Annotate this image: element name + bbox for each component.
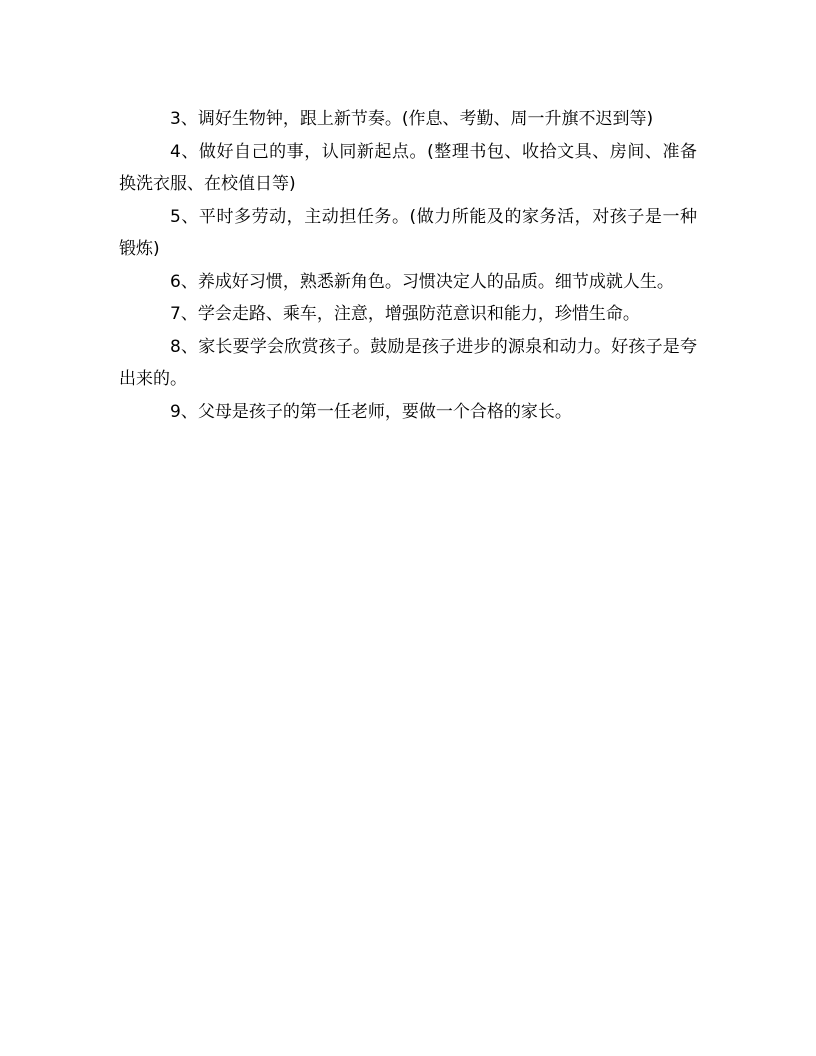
paragraph-item-8: 8、家长要学会欣赏孩子。鼓励是孩子进步的源泉和动力。好孩子是夸出来的。 — [119, 336, 697, 389]
paragraph-item-9: 9、父母是孩子的第一任老师，要做一个合格的家长。 — [170, 401, 572, 422]
paragraph-item-4: 4、做好自己的事，认同新起点。(整理书包、收拾文具、房间、准备换洗衣服、在校值日等) — [119, 141, 697, 194]
paragraph-item-7: 7、学会走路、乘车，注意，增强防范意识和能力，珍惜生命。 — [170, 304, 640, 324]
paragraph-item-5: 5、平时多劳动，主动担任务。(做力所能及的家务活，对孩子是一种锻炼) — [119, 206, 697, 259]
paragraph-item-3: 3、调好生物钟，跟上新节奏。(作息、考勤、周一升旗不迟到等) — [170, 109, 654, 129]
document-body — [119, 103, 697, 428]
paragraph-item-6: 6、养成好习惯，熟悉新角色。习惯决定人的品质。细节成就人生。 — [170, 271, 674, 292]
